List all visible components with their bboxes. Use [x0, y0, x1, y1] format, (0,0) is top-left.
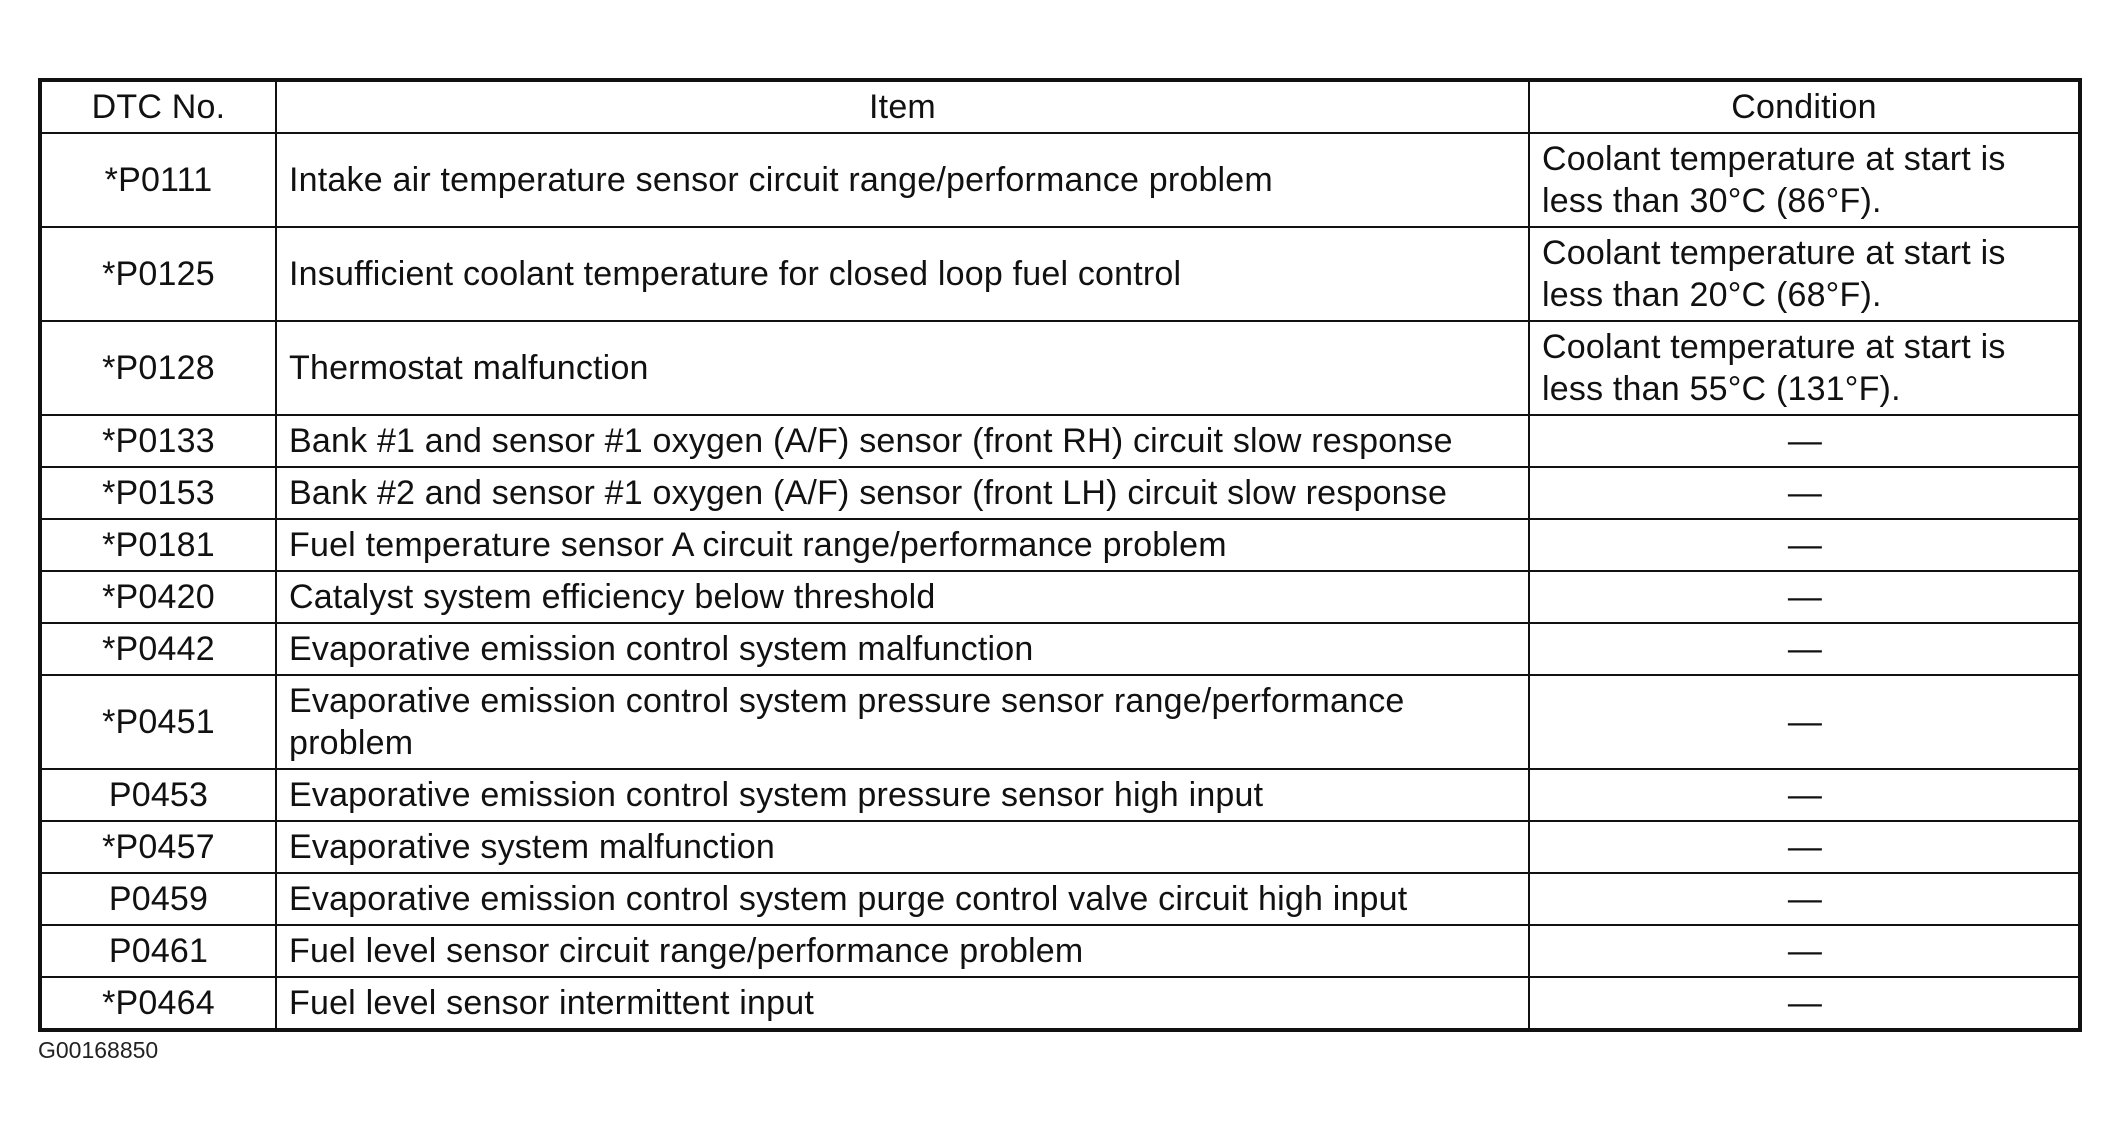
table-row: [40, 415, 2080, 467]
dtc-table-container: [38, 78, 2078, 1032]
dtc-condition: —: [1529, 519, 2080, 571]
dtc-code: P0461: [40, 925, 276, 977]
dtc-condition: —: [1529, 675, 2080, 769]
dtc-condition: —: [1529, 769, 2080, 821]
dtc-code: P0459: [40, 873, 276, 925]
dtc-code: *P0451: [40, 675, 276, 769]
dtc-condition: —: [1529, 925, 2080, 977]
dtc-code: *P0128: [40, 321, 276, 415]
dtc-item: Catalyst system efficiency below threshold: [276, 571, 1529, 623]
dtc-condition: —: [1529, 977, 2080, 1030]
dtc-item: Evaporative emission control system pressure sensor range/performance problem: [276, 675, 1529, 769]
dtc-item: Evaporative emission control system purge control valve circuit high input: [276, 873, 1529, 925]
header-condition: Condition: [1529, 80, 2080, 133]
dtc-item: Bank #1 and sensor #1 oxygen (A/F) sensor (front RH) circuit slow response: [276, 415, 1529, 467]
dtc-item: Thermostat malfunction: [276, 321, 1529, 415]
dtc-item: Bank #2 and sensor #1 oxygen (A/F) sensor (front LH) circuit slow response: [276, 467, 1529, 519]
table-row: [40, 133, 2080, 227]
dtc-code: P0453: [40, 769, 276, 821]
dtc-item: Fuel level sensor circuit range/performance problem: [276, 925, 1529, 977]
table-row: [40, 977, 2080, 1030]
dtc-condition: Coolant temperature at start is less than 55°C (131°F).: [1529, 321, 2080, 415]
table-row: [40, 571, 2080, 623]
dtc-item: Evaporative emission control system malfunction: [276, 623, 1529, 675]
table-header-row: [40, 80, 2080, 133]
dtc-condition: —: [1529, 873, 2080, 925]
dtc-code: *P0125: [40, 227, 276, 321]
dtc-condition: —: [1529, 821, 2080, 873]
dtc-condition: Coolant temperature at start is less than 30°C (86°F).: [1529, 133, 2080, 227]
dtc-item: Evaporative system malfunction: [276, 821, 1529, 873]
dtc-code: *P0442: [40, 623, 276, 675]
table-row: [40, 227, 2080, 321]
dtc-item: Fuel level sensor intermittent input: [276, 977, 1529, 1030]
header-item: Item: [276, 80, 1529, 133]
dtc-code: *P0111: [40, 133, 276, 227]
figure-id: G00168850: [38, 1037, 159, 1063]
dtc-code: *P0181: [40, 519, 276, 571]
dtc-code: *P0457: [40, 821, 276, 873]
dtc-condition: —: [1529, 467, 2080, 519]
table-row: [40, 675, 2080, 769]
dtc-item: Insufficient coolant temperature for closed loop fuel control: [276, 227, 1529, 321]
dtc-condition: Coolant temperature at start is less than 20°C (68°F).: [1529, 227, 2080, 321]
dtc-condition: —: [1529, 415, 2080, 467]
table-row: [40, 623, 2080, 675]
dtc-code: *P0420: [40, 571, 276, 623]
table-row: [40, 873, 2080, 925]
table-row: [40, 321, 2080, 415]
table-row: [40, 925, 2080, 977]
dtc-code: *P0153: [40, 467, 276, 519]
header-dtc-no: DTC No.: [40, 80, 276, 133]
dtc-condition: —: [1529, 623, 2080, 675]
dtc-item: Evaporative emission control system pressure sensor high input: [276, 769, 1529, 821]
dtc-condition: —: [1529, 571, 2080, 623]
table-row: [40, 467, 2080, 519]
table-row: [40, 769, 2080, 821]
dtc-code: *P0133: [40, 415, 276, 467]
dtc-item: Fuel temperature sensor A circuit range/performance problem: [276, 519, 1529, 571]
dtc-item: Intake air temperature sensor circuit range/performance problem: [276, 133, 1529, 227]
dtc-code: *P0464: [40, 977, 276, 1030]
table-row: [40, 519, 2080, 571]
dtc-table: [38, 78, 2082, 1032]
table-row: [40, 821, 2080, 873]
